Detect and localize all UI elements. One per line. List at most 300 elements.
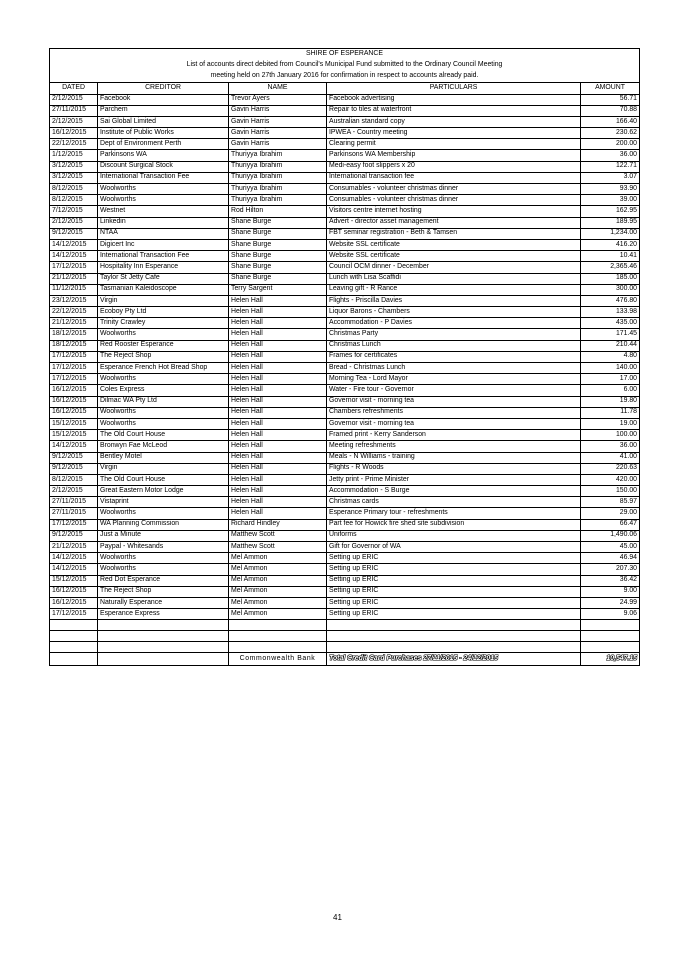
cell-name: Thuriyya Ibrahim [229,161,327,172]
cell-name: Thuriyya Ibrahim [229,184,327,195]
cell-creditor: International Transaction Fee [98,172,229,183]
cell-creditor: Parchem [98,105,229,116]
cell-particulars: Consumables - volunteer christmas dinner [327,195,581,206]
cell-dated: 14/12/2015 [50,251,98,262]
cell-name: Matthew Scott [229,530,327,541]
cell-dated: 22/12/2015 [50,139,98,150]
table-row [50,184,640,195]
table-row [50,195,640,206]
table-row [50,609,640,620]
table-row [50,150,640,161]
cell-amount: 100.00 [581,430,640,441]
cell-dated: 9/12/2015 [50,452,98,463]
cell-name: Helen Hall [229,508,327,519]
table-row [50,508,640,519]
cell-name: Mel Ammon [229,597,327,608]
table-row [50,329,640,340]
cell-name: Helen Hall [229,441,327,452]
cell-name: Shane Burge [229,262,327,273]
cell-creditor: Westnet [98,206,229,217]
cell-name: Gavin Harris [229,139,327,150]
cell-particulars: Leaving gift - R Rance [327,284,581,295]
cell-creditor: Facebook [98,94,229,105]
cell-amount: 150.00 [581,486,640,497]
cell-particulars: Gift for Governor of WA [327,542,581,553]
cell-name: Mel Ammon [229,575,327,586]
cell-particulars: Website SSL certificate [327,239,581,250]
cell-creditor: Vistaprint [98,497,229,508]
cell-creditor: Taylor St Jetty Cafe [98,273,229,284]
total-bank-name: Commonwealth Bank [229,653,327,666]
cell-creditor: The Reject Shop [98,586,229,597]
cell-particulars: Setting up ERIC [327,564,581,575]
cell-amount: 133.98 [581,307,640,318]
cell-name: Helen Hall [229,318,327,329]
cell-amount: 189.95 [581,217,640,228]
cell-name: Helen Hall [229,474,327,485]
cell-creditor: NTAA [98,228,229,239]
cell-creditor: Esperance French Hot Bread Shop [98,363,229,374]
cell-particulars: Liquor Barons - Chambers [327,307,581,318]
cell-creditor: Dilmac WA Pty Ltd [98,396,229,407]
cell-name: Shane Burge [229,239,327,250]
cell-dated: 2/12/2015 [50,486,98,497]
cell-dated: 16/12/2015 [50,597,98,608]
cell-particulars: IPWEA - Country meeting [327,128,581,139]
cell-name: Helen Hall [229,329,327,340]
table-row [50,564,640,575]
table-row [50,418,640,429]
table-row [50,273,640,284]
cell-dated: 3/12/2015 [50,161,98,172]
cell-dated: 17/12/2015 [50,363,98,374]
cell-dated: 16/12/2015 [50,385,98,396]
cell-particulars: Clearing permit [327,139,581,150]
table-row [50,295,640,306]
cell-particulars: Christmas cards [327,497,581,508]
cell-particulars: Flights - Priscilla Davies [327,295,581,306]
cell-name: Helen Hall [229,407,327,418]
table-row [50,340,640,351]
cell-dated: 9/12/2015 [50,463,98,474]
table-row [50,441,640,452]
cell-particulars: Setting up ERIC [327,586,581,597]
cell-dated: 15/12/2015 [50,575,98,586]
cell-dated: 27/11/2015 [50,508,98,519]
cell-dated: 9/12/2015 [50,228,98,239]
cell-amount: 476.80 [581,295,640,306]
cell-dated: 2/12/2015 [50,116,98,127]
table-row [50,161,640,172]
table-row [50,374,640,385]
cell-amount: 17.00 [581,374,640,385]
table-row [50,553,640,564]
cell-creditor: Tasmanian Kaleidoscope [98,284,229,295]
cell-amount: 300.00 [581,284,640,295]
cell-creditor: Sai Global Limited [98,116,229,127]
cell-particulars: Bread - Christmas Lunch [327,363,581,374]
cell-dated: 8/12/2015 [50,195,98,206]
cell-creditor: Bronwyn Fae McLeod [98,441,229,452]
cell-amount: 140.00 [581,363,640,374]
cell-creditor: Woolworths [98,508,229,519]
cell-particulars: Christmas Lunch [327,340,581,351]
cell-name: Richard Hindley [229,519,327,530]
table-row [50,307,640,318]
cell-creditor: Paypal - Whitesands [98,542,229,553]
cell-dated: 15/12/2015 [50,418,98,429]
cell-amount: 19.80 [581,396,640,407]
cell-name: Helen Hall [229,307,327,318]
cell-particulars: International transaction fee [327,172,581,183]
cell-particulars: Setting up ERIC [327,575,581,586]
cell-amount: 70.88 [581,105,640,116]
blank-row [50,631,640,642]
cell-dated: 22/12/2015 [50,307,98,318]
cell-creditor: Woolworths [98,374,229,385]
cell-particulars: Morning Tea - Lord Mayor [327,374,581,385]
cell-name: Matthew Scott [229,542,327,553]
cell-dated: 8/12/2015 [50,474,98,485]
cell-amount: 46.94 [581,553,640,564]
table-row [50,318,640,329]
cell-amount: 19.00 [581,418,640,429]
cell-particulars: Water - Fire tour - Governor [327,385,581,396]
cell-creditor: Dept of Environment Perth [98,139,229,150]
cell-amount: 36.00 [581,441,640,452]
cell-amount: 207.30 [581,564,640,575]
cell-dated: 2/12/2015 [50,217,98,228]
cell-amount: 29.00 [581,508,640,519]
table-row [50,474,640,485]
accounts-table [49,48,640,666]
cell-dated: 21/12/2015 [50,542,98,553]
cell-name: Helen Hall [229,385,327,396]
cell-creditor: Woolworths [98,184,229,195]
report-description-line2: meeting held on 27th January 2016 for confirmation in respect to accounts already paid. [50,71,640,83]
cell-name: Mel Ammon [229,609,327,620]
cell-creditor: Esperance Express [98,609,229,620]
cell-creditor: The Old Court House [98,474,229,485]
cell-amount: 200.00 [581,139,640,150]
table-row [50,597,640,608]
table-row [50,463,640,474]
table-row [50,94,640,105]
cell-dated: 16/12/2015 [50,396,98,407]
table-row [50,128,640,139]
cell-dated: 14/12/2015 [50,239,98,250]
cell-particulars: FBT seminar registration - Beth & Tamsen [327,228,581,239]
cell-dated: 17/12/2015 [50,374,98,385]
cell-particulars: Meals - N Williams - training [327,452,581,463]
cell-amount: 93.90 [581,184,640,195]
cell-particulars: Parkinsons WA Membership [327,150,581,161]
cell-name: Shane Burge [229,228,327,239]
cell-creditor: Institute of Public Works [98,128,229,139]
cell-name: Trevor Ayers [229,94,327,105]
table-row [50,363,640,374]
cell-amount: 6.00 [581,385,640,396]
cell-name: Helen Hall [229,452,327,463]
table-row [50,542,640,553]
table-row [50,497,640,508]
cell-creditor: Just a Minute [98,530,229,541]
cell-dated: 14/12/2015 [50,564,98,575]
cell-name: Helen Hall [229,418,327,429]
cell-creditor: Woolworths [98,195,229,206]
cell-particulars: Setting up ERIC [327,609,581,620]
table-row [50,172,640,183]
cell-amount: 1,234.00 [581,228,640,239]
cell-creditor: Naturally Esperance [98,597,229,608]
cell-amount: 166.40 [581,116,640,127]
cell-creditor: Woolworths [98,407,229,418]
cell-name: Gavin Harris [229,116,327,127]
cell-amount: 220.63 [581,463,640,474]
cell-particulars: Accommodation - P Davies [327,318,581,329]
cell-particulars: Website SSL certificate [327,251,581,262]
cell-creditor: Trinity Crawley [98,318,229,329]
cell-creditor: Virgin [98,295,229,306]
cell-dated: 21/12/2015 [50,273,98,284]
total-row [50,653,640,666]
cell-dated: 14/12/2015 [50,441,98,452]
table-row [50,105,640,116]
cell-name: Helen Hall [229,486,327,497]
cell-amount: 2,365.46 [581,262,640,273]
cell-particulars: Accommodation - S Burge [327,486,581,497]
report-description-line1: List of accounts direct debited from Council's Municipal Fund submitted to the Ordinary Council Meeting [50,60,640,71]
table-row [50,217,640,228]
cell-particulars: Part fee for Howick fire shed site subdivision [327,519,581,530]
cell-dated: 18/12/2015 [50,329,98,340]
table-row [50,228,640,239]
cell-creditor: Woolworths [98,553,229,564]
cell-amount: 9.06 [581,609,640,620]
table-row [50,530,640,541]
cell-creditor: Woolworths [98,418,229,429]
cell-creditor: Ecoboy Pty Ltd [98,307,229,318]
cell-particulars: Visitors centre internet hosting [327,206,581,217]
table-row [50,385,640,396]
cell-particulars: Facebook advertising [327,94,581,105]
cell-particulars: Advert - director asset management [327,217,581,228]
cell-name: Shane Burge [229,217,327,228]
cell-name: Thuriyya Ibrahim [229,150,327,161]
cell-creditor: WA Planning Commission [98,519,229,530]
cell-name: Helen Hall [229,340,327,351]
cell-name: Terry Sargent [229,284,327,295]
cell-name: Helen Hall [229,463,327,474]
table-row [50,262,640,273]
cell-name: Shane Burge [229,273,327,284]
table-row [50,116,640,127]
total-particulars: Total Credit Card Purchases 27/11/2015 - 24/12/2015 [327,653,581,666]
cell-creditor: Coles Express [98,385,229,396]
table-row [50,575,640,586]
cell-creditor: The Old Court House [98,430,229,441]
cell-name: Helen Hall [229,374,327,385]
cell-amount: 45.00 [581,542,640,553]
cell-creditor: Red Rooster Esperance [98,340,229,351]
cell-name: Mel Ammon [229,586,327,597]
cell-dated: 2/12/2015 [50,94,98,105]
cell-amount: 3.07 [581,172,640,183]
cell-particulars: Jetty print - Prime Minister [327,474,581,485]
cell-amount: 230.62 [581,128,640,139]
cell-amount: 1,490.06 [581,530,640,541]
cell-particulars: Uniforms [327,530,581,541]
cell-creditor: International Transaction Fee [98,251,229,262]
cell-dated: 11/12/2015 [50,284,98,295]
cell-amount: 416.20 [581,239,640,250]
blank-row [50,642,640,653]
cell-amount: 185.00 [581,273,640,284]
cell-name: Helen Hall [229,497,327,508]
col-header-creditor: CREDITOR [98,83,229,95]
table-row [50,519,640,530]
cell-dated: 17/12/2015 [50,262,98,273]
cell-amount: 85.97 [581,497,640,508]
cell-amount: 210.44 [581,340,640,351]
total-amount: 10,547.15 [581,653,640,666]
cell-amount: 24.99 [581,597,640,608]
total-empty-creditor [98,653,229,666]
organisation-title: SHIRE OF ESPERANCE [50,49,640,61]
table-row [50,251,640,262]
cell-name: Shane Burge [229,251,327,262]
cell-particulars: Flights - R Woods [327,463,581,474]
cell-amount: 171.45 [581,329,640,340]
cell-particulars: Setting up ERIC [327,553,581,564]
col-header-particulars: PARTICULARS [327,83,581,95]
cell-creditor: Digicert Inc [98,239,229,250]
cell-amount: 39.00 [581,195,640,206]
blank-row [50,620,640,631]
cell-creditor: Woolworths [98,329,229,340]
table-row [50,351,640,362]
cell-dated: 27/11/2015 [50,497,98,508]
total-empty-dated [50,653,98,666]
cell-dated: 27/11/2015 [50,105,98,116]
cell-dated: 9/12/2015 [50,530,98,541]
cell-particulars: Chambers refreshments [327,407,581,418]
cell-dated: 14/12/2015 [50,553,98,564]
cell-amount: 36.42 [581,575,640,586]
cell-particulars: Lunch with Lisa Scaffidi [327,273,581,284]
cell-dated: 8/12/2015 [50,184,98,195]
cell-creditor: Virgin [98,463,229,474]
cell-amount: 4.80 [581,351,640,362]
column-header-row [50,83,640,95]
col-header-dated: DATED [50,83,98,95]
cell-name: Gavin Harris [229,105,327,116]
cell-creditor: Discount Surgical Stock [98,161,229,172]
cell-particulars: Council OCM dinner - December [327,262,581,273]
table-row [50,206,640,217]
cell-creditor: Linkedin [98,217,229,228]
cell-particulars: Governor visit - morning tea [327,396,581,407]
cell-amount: 36.00 [581,150,640,161]
cell-amount: 41.00 [581,452,640,463]
accounts-document [49,48,639,666]
cell-name: Thuriyya Ibrahim [229,172,327,183]
col-header-name: NAME [229,83,327,95]
cell-dated: 16/12/2015 [50,128,98,139]
col-header-amount: AMOUNT [581,83,640,95]
cell-name: Mel Ammon [229,553,327,564]
cell-name: Helen Hall [229,396,327,407]
cell-particulars: Framed print - Kerry Sanderson [327,430,581,441]
cell-amount: 435.00 [581,318,640,329]
cell-name: Gavin Harris [229,128,327,139]
cell-amount: 56.71 [581,94,640,105]
cell-creditor: Great Eastern Motor Lodge [98,486,229,497]
cell-name: Thuriyya Ibrahim [229,195,327,206]
cell-dated: 17/12/2015 [50,519,98,530]
cell-dated: 15/12/2015 [50,430,98,441]
table-row [50,486,640,497]
table-row [50,139,640,150]
cell-dated: 23/12/2015 [50,295,98,306]
cell-particulars: Meeting refreshments [327,441,581,452]
cell-name: Helen Hall [229,295,327,306]
cell-amount: 11.78 [581,407,640,418]
cell-name: Helen Hall [229,351,327,362]
cell-dated: 17/12/2015 [50,609,98,620]
table-row [50,586,640,597]
cell-dated: 16/12/2015 [50,586,98,597]
cell-dated: 1/12/2015 [50,150,98,161]
cell-amount: 10.41 [581,251,640,262]
cell-particulars: Frames for certificates [327,351,581,362]
cell-particulars: Australian standard copy [327,116,581,127]
cell-dated: 16/12/2015 [50,407,98,418]
cell-name: Helen Hall [229,430,327,441]
cell-particulars: Consumables - volunteer christmas dinner [327,184,581,195]
table-row [50,284,640,295]
cell-particulars: Esperance Primary tour - refreshments [327,508,581,519]
cell-particulars: Setting up ERIC [327,597,581,608]
cell-creditor: Parkinsons WA [98,150,229,161]
cell-amount: 420.00 [581,474,640,485]
cell-name: Rod Hilton [229,206,327,217]
table-row [50,396,640,407]
cell-creditor: Bentley Motel [98,452,229,463]
cell-dated: 3/12/2015 [50,172,98,183]
cell-dated: 18/12/2015 [50,340,98,351]
cell-dated: 17/12/2015 [50,351,98,362]
cell-amount: 162.95 [581,206,640,217]
cell-creditor: Hospitality Inn Esperance [98,262,229,273]
table-row [50,239,640,250]
table-row [50,430,640,441]
cell-particulars: Christmas Party [327,329,581,340]
cell-creditor: Woolworths [98,564,229,575]
table-row [50,452,640,463]
cell-dated: 7/12/2015 [50,206,98,217]
cell-amount: 9.00 [581,586,640,597]
cell-dated: 21/12/2015 [50,318,98,329]
cell-name: Helen Hall [229,363,327,374]
cell-creditor: The Reject Shop [98,351,229,362]
cell-creditor: Red Dot Esperance [98,575,229,586]
cell-particulars: Governor visit - morning tea [327,418,581,429]
page-number: 41 [333,913,342,922]
cell-name: Mel Ammon [229,564,327,575]
cell-particulars: Medi-easy foot slippers x 20 [327,161,581,172]
table-row [50,407,640,418]
